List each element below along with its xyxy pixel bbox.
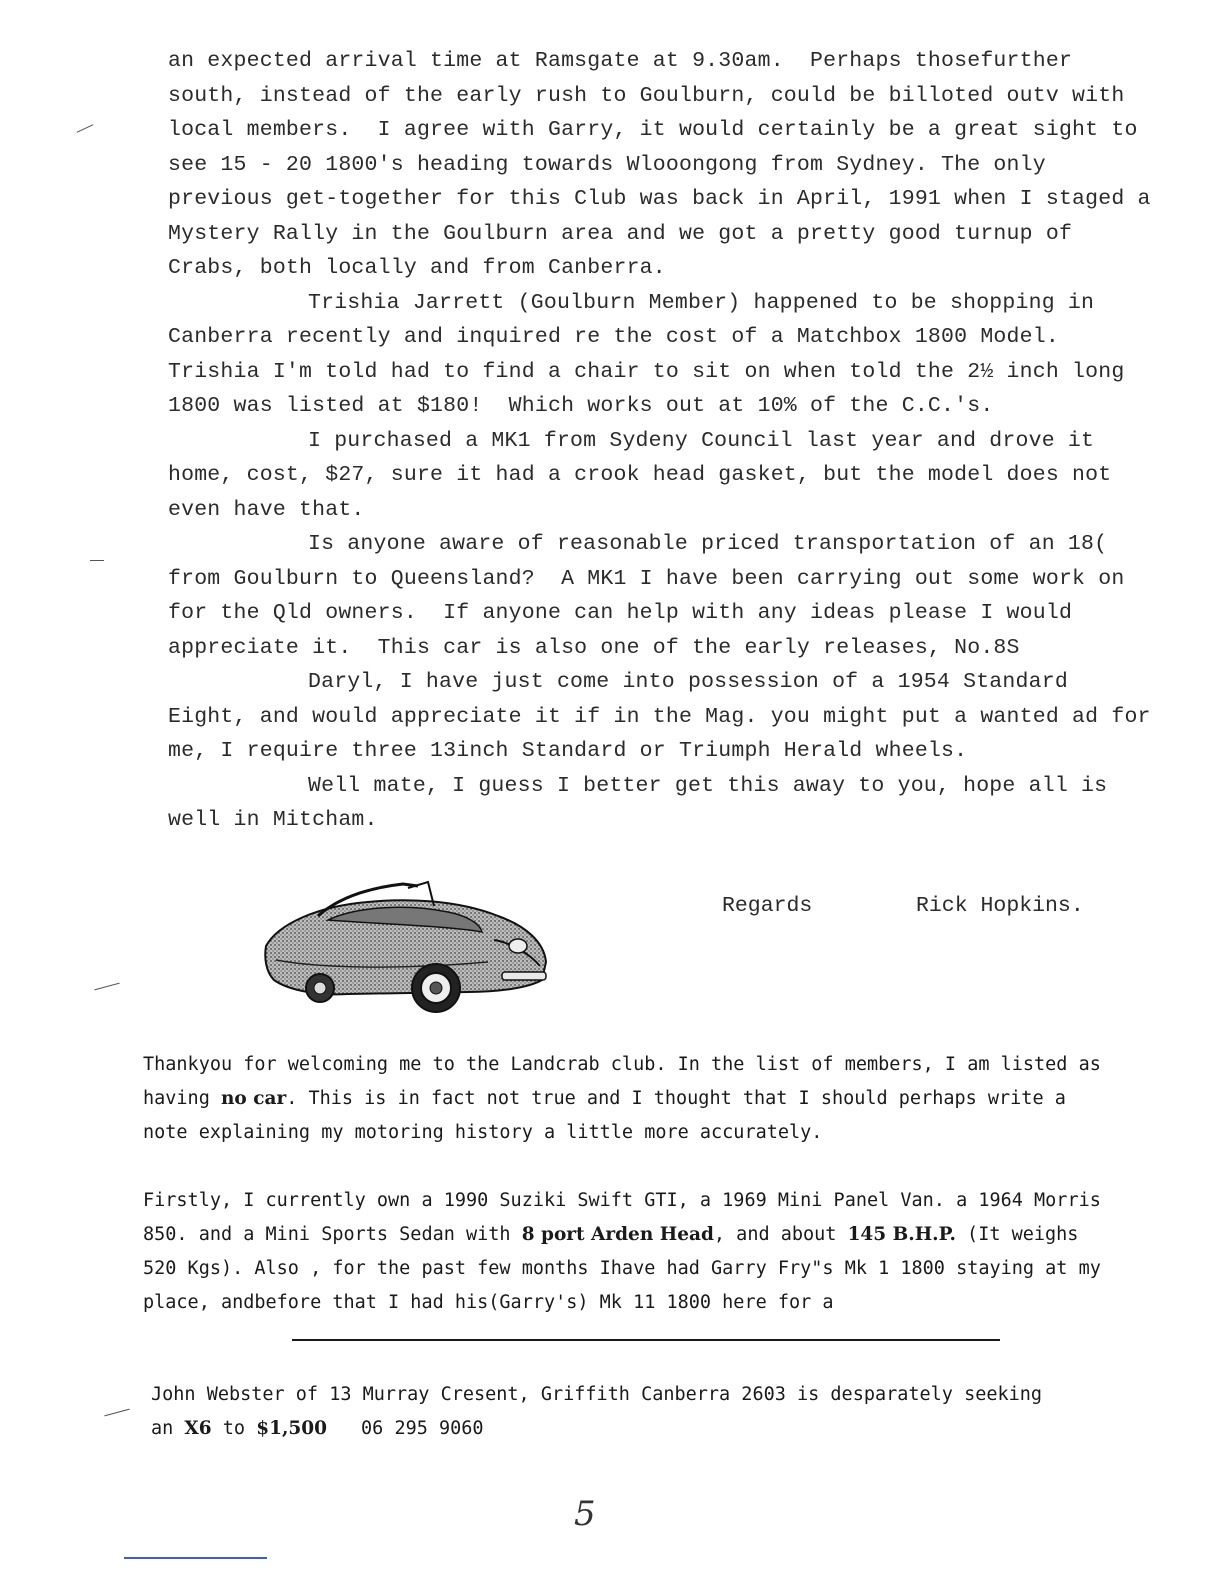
regards-text: Regards [722, 894, 813, 918]
note-paragraph [143, 1048, 1103, 1150]
signature: Rick Hopkins. [916, 894, 1084, 918]
letter-paragraph: Trishia Jarrett (Goulburn Member) happened to be shopping in Canberra recently and inquired re the cost of a Matchbox 1800 Model. Trishia I'm told had to find a chair to sit on when told the 2½ inch long 1800 was listed at $180! Which works out at 10% of the C.C.'s. [168, 290, 1138, 418]
note-text: , and about [713, 1224, 848, 1245]
note-text: (It weighs 520 Kgs). Also , for the past few months Ihave had Garry Fry"s Mk 1 1800 staying at my place, andbefore that I had his(Garry's) Mk 11 1800 here for a [143, 1224, 1101, 1313]
note-bold-text: no car [220, 1088, 287, 1109]
membership-note [143, 1048, 1103, 1150]
scan-speck [94, 983, 119, 991]
letter-paragraph: I purchased a MK1 from Sydeny Council last year and drove it home, cost, $27, sure it had a crook head gasket, but the model does not even have that. [168, 428, 1125, 522]
scan-speck [90, 560, 104, 561]
ad-line [151, 1412, 1111, 1446]
scan-speck [104, 1409, 129, 1417]
convertible-car-illustration [258, 876, 558, 1016]
note-bold-text: 145 B.H.P. [847, 1224, 956, 1245]
letter-paragraph: Daryl, I have just come into possession of a 1954 Standard Eight, and would appreciate it if in the Mag. you might put a wanted ad for me, I require three 13inch Standard or Triumph Herald wheels. [168, 670, 1164, 763]
letter-body [168, 44, 1164, 838]
ad-line: John Webster of 13 Murray Cresent, Griffith Canberra 2603 is desparately seeking [151, 1384, 1043, 1405]
scan-edge-line [124, 1557, 267, 1559]
ad-text: to [211, 1418, 257, 1439]
divider-line [292, 1339, 1000, 1341]
scan-speck [77, 124, 94, 133]
motoring-history [143, 1184, 1103, 1320]
note-text: Firstly, I currently own a 1990 Suziki Swift GTI, a 1969 Mini Panel Van. a 1964 Morris 850. and a Mini Sports Sedan with [143, 1190, 1101, 1245]
letter-paragraph: Well mate, I guess I better get this away to you, hope all is well in Mitcham. [168, 773, 1121, 832]
ad-price: $1,500 [256, 1418, 328, 1439]
note-text: . This is in fact not true and I thought that I should perhaps write a note explaining my motoring history a little more accurately. [143, 1088, 1066, 1143]
letter-paragraph: an expected arrival time at Ramsgate at 9.30am. Perhaps thosefurther south, instead of the early rush to Goulburn, could be billoted outv with local members. I agree with Garry, it would certainly be a great sight to see 15 - 20 1800's heading towards Wlooongong from Sydney. The only previous get-together for this Club was back in April, 1991 when I staged a Mystery Rally in the Goulburn area and we got a pretty good turnup of Crabs, both locally and from Canberra. [168, 49, 1164, 280]
note-bold-text: 8 port Arden Head [521, 1224, 714, 1245]
note-paragraph [143, 1184, 1103, 1320]
note-text: Thankyou for welcoming me to the Landcrab club. In the list of members, I am listed as having [143, 1054, 1101, 1109]
ad-text: an [151, 1418, 185, 1439]
wanted-ad [151, 1378, 1111, 1446]
page-number: 5 [574, 1494, 596, 1534]
ad-phone: 06 295 9060 [361, 1418, 484, 1439]
ad-model: X6 [184, 1418, 212, 1439]
letter-paragraph: Is anyone aware of reasonable priced transportation of an 18( from Goulburn to Queensland? A MK1 I have been carrying out some work on for the Qld owners. If anyone can help with any ideas please I would appreciate it. This car is also one of the early releases, No.8S [168, 532, 1138, 660]
